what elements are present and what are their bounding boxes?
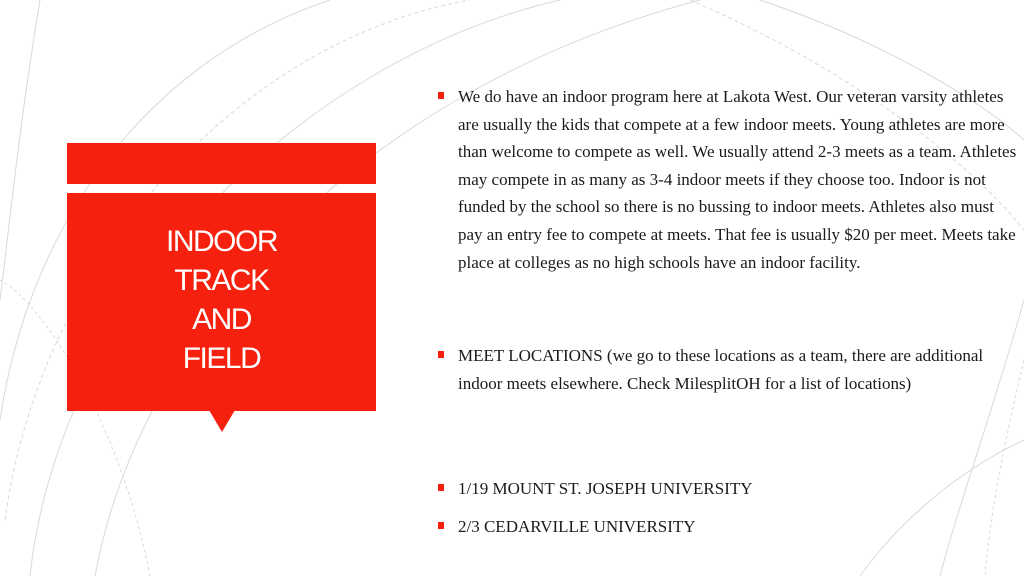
bullet-square-icon	[438, 484, 444, 491]
bullet-text: 2/3 CEDARVILLE UNIVERSITY	[458, 517, 696, 536]
bullet-text: MEET LOCATIONS (we go to these locations as a team, there are additional indoor meets elsewhere. Check MilesplitOH for a list of locations)	[458, 346, 984, 393]
slide-title	[67, 222, 376, 378]
bullet-text: 1/19 MOUNT ST. JOSEPH UNIVERSITY	[458, 479, 753, 498]
bullet-item	[438, 513, 1018, 541]
title-accent-bar	[67, 143, 376, 184]
bullet-square-icon	[438, 351, 444, 358]
title-box-pointer	[209, 410, 235, 432]
slide-title-line: TRACK	[174, 264, 269, 297]
bullet-item	[438, 83, 1018, 276]
slide-title-line: INDOOR	[166, 225, 277, 258]
bullet-item	[438, 475, 1018, 503]
bullet-square-icon	[438, 92, 444, 99]
bullet-text: We do have an indoor program here at Lakota West. Our veteran varsity athletes are usually the kids that compete at a few indoor meets. Young athletes are more than welcome to compete as well. We usually attend 2-3 meets as a team. Athletes may compete in as many as 3-4 indoor meets if they choose too. Indoor is not funded by the school so there is no bussing to indoor meets. Athletes also must pay an entry fee to compete at meets. That fee is usually $20 per meet. Meets take place at colleges as no high schools have an indoor facility.	[458, 87, 1017, 272]
bullet-item	[438, 342, 1018, 397]
bullet-square-icon	[438, 522, 444, 529]
slide-title-line: AND	[192, 303, 251, 336]
slide-title-line: FIELD	[182, 342, 261, 375]
